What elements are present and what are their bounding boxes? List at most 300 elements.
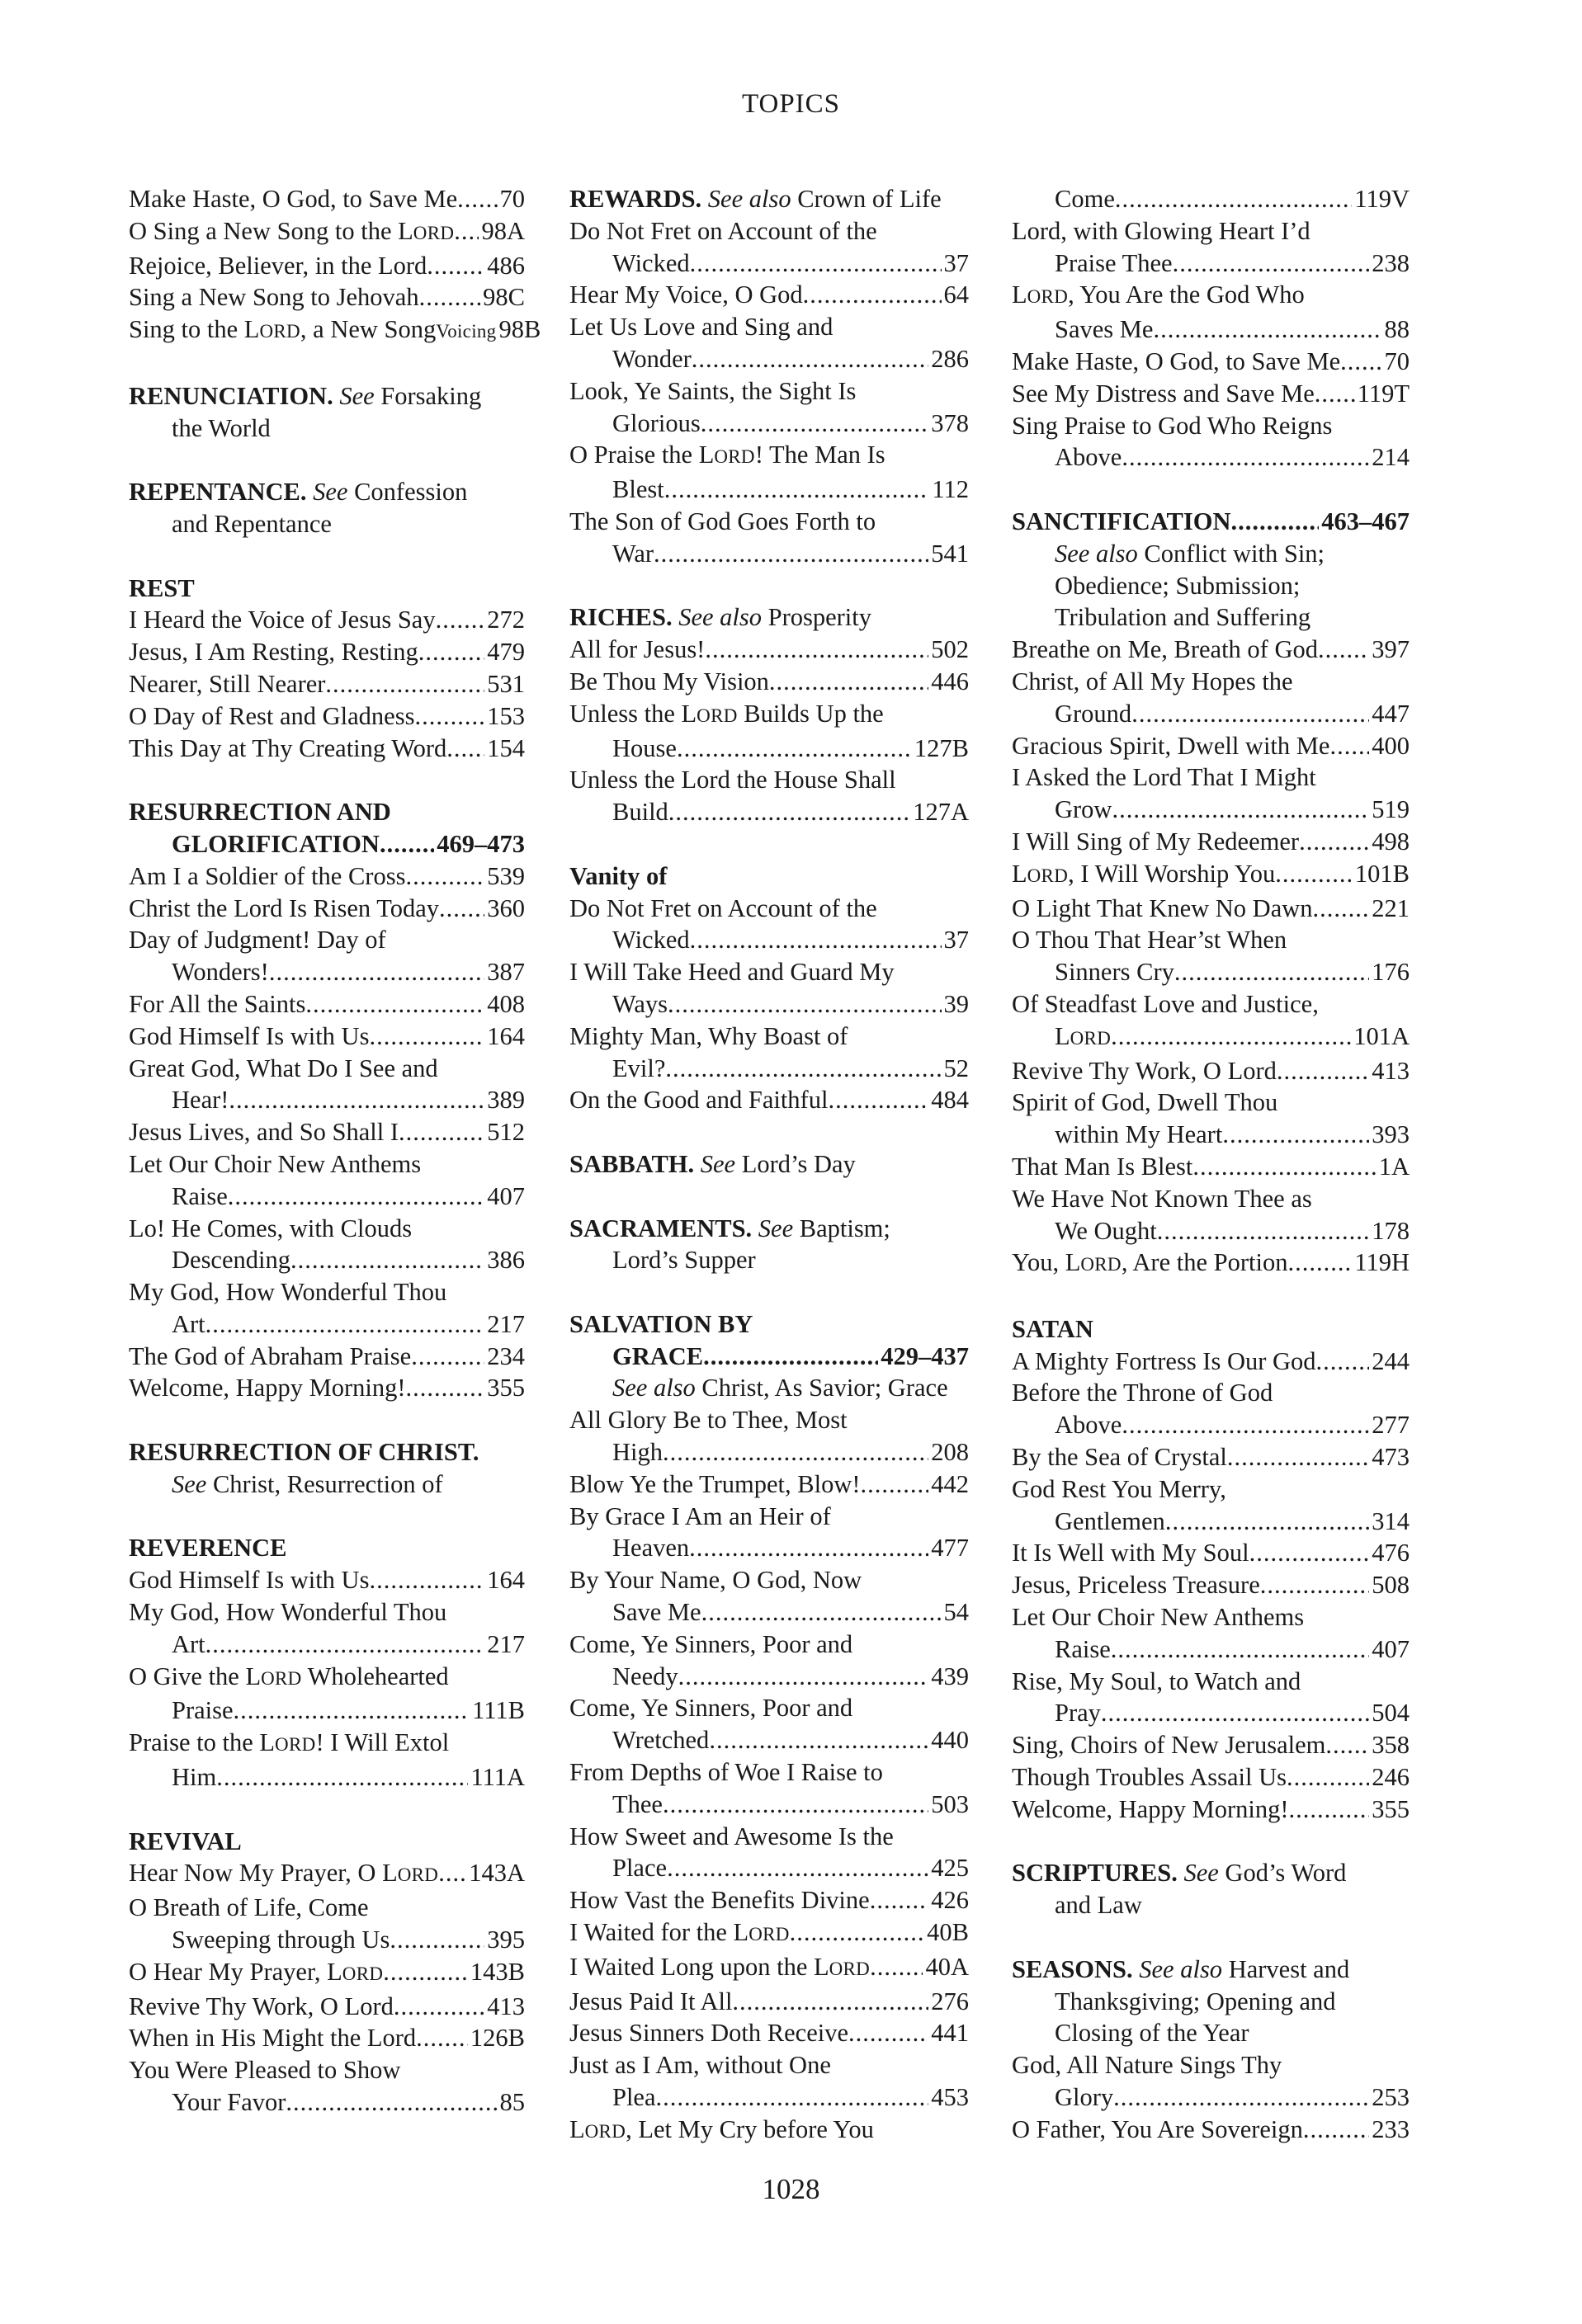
entry-line xyxy=(1012,441,1410,474)
hymn-number: 214 xyxy=(1372,443,1410,472)
hymn-number: 217 xyxy=(487,1309,525,1338)
see-label: See xyxy=(700,1149,736,1178)
hymn-number: 39 xyxy=(943,989,969,1018)
entry-title: Ground xyxy=(1055,699,1132,728)
entry-title: When in His Might the Lord xyxy=(129,2024,417,2053)
entry-line xyxy=(569,1532,969,1564)
entry-title: Sinners Cry xyxy=(1055,958,1174,987)
dot-leader xyxy=(803,279,942,311)
dot-leader xyxy=(701,1596,942,1629)
topic-section xyxy=(569,183,969,570)
see-label: See also xyxy=(1055,539,1138,568)
index-entry xyxy=(1012,215,1410,280)
entry-title: Wonders! xyxy=(172,958,269,987)
hymn-number: 127B xyxy=(914,733,969,762)
index-entry xyxy=(1012,1601,1410,1666)
dot-leader xyxy=(1260,1569,1370,1601)
entry-line xyxy=(129,1341,525,1373)
entry-line xyxy=(1012,1441,1410,1473)
see-target: Lord’s Supper xyxy=(612,1246,756,1275)
hymn-number: 541 xyxy=(931,539,969,568)
hymn-number: 98C xyxy=(483,283,525,312)
entry-title: High xyxy=(612,1438,663,1467)
heading-label: GLORIFICATION xyxy=(172,829,380,858)
entry-line xyxy=(1012,1761,1410,1794)
entry-title: Be Thou My Vision xyxy=(569,667,769,695)
entry-line: The Son of God Goes Forth to xyxy=(569,507,876,535)
hymn-number: 395 xyxy=(487,1926,525,1954)
entry-line: I Will Take Heed and Guard My xyxy=(569,958,895,987)
index-entry xyxy=(569,956,969,1021)
entry-title: Though Troubles Assail Us xyxy=(1012,1763,1287,1792)
hymn-number: 408 xyxy=(487,989,525,1018)
hymn-number: 119H xyxy=(1354,1248,1410,1277)
entry-title: War xyxy=(612,539,654,568)
dot-leader xyxy=(406,1372,485,1404)
hymn-number: 473 xyxy=(1372,1443,1410,1472)
index-entry xyxy=(129,636,525,668)
hymn-number: 1A xyxy=(1378,1152,1410,1181)
dot-leader xyxy=(405,860,484,893)
entry-line xyxy=(129,1308,525,1341)
hymn-number: 447 xyxy=(1372,699,1410,728)
page-number: 1028 xyxy=(762,2173,820,2205)
dot-leader xyxy=(1289,1794,1370,1826)
hymn-number: 277 xyxy=(1372,1411,1410,1440)
entry-line xyxy=(569,1789,969,1821)
see-label: See also xyxy=(707,185,791,213)
hymn-number: 442 xyxy=(931,1469,969,1498)
entry-title: Revive Thy Work, O Lord xyxy=(1012,1056,1277,1085)
heading-label: REST xyxy=(129,573,195,602)
entry-line: O Thou That Hear’st When xyxy=(1012,926,1287,955)
entry-line: By Grace I Am an Heir of xyxy=(569,1501,831,1530)
index-entry xyxy=(1012,1537,1410,1569)
entry-title: Your Favor xyxy=(172,2088,286,2117)
dot-leader xyxy=(1174,956,1369,988)
entry-line xyxy=(129,1761,525,1794)
topic-heading xyxy=(129,1826,525,1858)
entry-line xyxy=(569,1852,969,1884)
entry-line xyxy=(129,313,541,348)
topic-section xyxy=(129,1436,525,1501)
dot-leader xyxy=(414,700,484,733)
hymn-number: 453 xyxy=(931,2083,969,2112)
hymn-number: 393 xyxy=(1372,1120,1410,1149)
dot-leader xyxy=(705,634,928,666)
heading-line xyxy=(1012,570,1410,602)
see-label: See xyxy=(313,478,348,507)
small-caps: ORD xyxy=(413,222,455,243)
small-caps: Voicing xyxy=(436,321,497,342)
entry-line xyxy=(1012,1569,1410,1601)
heading-label: REVIVAL xyxy=(129,1827,242,1855)
hymn-number: 397 xyxy=(1372,635,1410,664)
entry-line: Let Our Choir New Anthems xyxy=(1012,1603,1305,1632)
heading-label: SCRIPTURES. xyxy=(1012,1859,1178,1888)
hymn-number: 70 xyxy=(1384,346,1410,375)
heading-line xyxy=(129,573,525,605)
index-entry xyxy=(129,1991,525,2023)
small-caps: ORD xyxy=(584,2120,626,2142)
entry-title: Am I a Soldier of the Cross xyxy=(129,861,406,890)
dot-leader xyxy=(1112,794,1369,826)
dot-leader xyxy=(205,1308,485,1341)
entry-title: Praise xyxy=(172,1696,234,1725)
heading-label: REPENTANCE. xyxy=(129,478,307,507)
dot-leader xyxy=(411,1341,484,1373)
entry-line: Mighty Man, Why Boast of xyxy=(569,1021,848,1050)
hymn-number: 98A xyxy=(481,216,525,245)
see-label: See xyxy=(339,381,375,410)
entry-line xyxy=(1012,1409,1410,1441)
entry-line: My God, How Wonderful Thou xyxy=(129,1598,447,1627)
entry-line xyxy=(129,1695,525,1727)
index-entry xyxy=(129,1857,525,1892)
dot-leader xyxy=(205,1629,485,1661)
see-target: Obedience; Submission; xyxy=(1055,571,1301,600)
index-entry xyxy=(129,1564,525,1596)
index-entry xyxy=(129,1341,525,1373)
hymn-number: 441 xyxy=(931,2019,969,2048)
entry-line: O Praise the LORD! The Man Is xyxy=(569,441,885,469)
index-entry xyxy=(129,1053,525,1117)
heading-line xyxy=(129,1436,525,1468)
index-entry xyxy=(1012,1055,1410,1087)
entry-title: Sweeping through Us xyxy=(172,1926,390,1954)
entry-line: Just as I Am, without One xyxy=(569,2051,831,2080)
entry-line xyxy=(1012,730,1410,762)
hymn-number: 233 xyxy=(1372,2114,1410,2143)
index-entry xyxy=(129,1372,525,1404)
dot-leader xyxy=(390,1924,484,1956)
heading-line xyxy=(1012,1313,1410,1346)
entry-title: Revive Thy Work, O Lord xyxy=(129,1992,394,2020)
entry-line xyxy=(569,634,969,666)
heading-label: RESURRECTION OF CHRIST. xyxy=(129,1438,479,1467)
index-entry xyxy=(569,1468,969,1501)
entry-line xyxy=(1012,2081,1410,2114)
entry-line xyxy=(569,1884,969,1916)
entry-title: Wicked xyxy=(612,926,690,955)
hymn-number: 143B xyxy=(470,1957,525,1986)
dot-leader xyxy=(769,666,928,698)
topic-heading xyxy=(129,573,525,605)
topic-heading xyxy=(129,1436,525,1501)
entry-line xyxy=(129,1021,525,1053)
hymn-number: 272 xyxy=(487,606,525,634)
small-caps: ORD xyxy=(1070,1027,1112,1049)
entry-title: Sing to the LORD, a New SongVoicing xyxy=(129,315,497,344)
hymn-number: 217 xyxy=(487,1629,525,1658)
entry-title: Wretched xyxy=(612,1726,710,1755)
heading-line xyxy=(129,1532,525,1564)
hymn-number: 119T xyxy=(1357,379,1410,408)
hymn-number: 426 xyxy=(931,1886,969,1915)
index-entry xyxy=(1012,183,1410,215)
entry-line: God, All Nature Sings Thy xyxy=(1012,2051,1282,2080)
dot-leader xyxy=(439,893,484,925)
hymn-range: 429–437 xyxy=(881,1341,969,1370)
index-entry xyxy=(1012,730,1410,762)
entry-line: Day of Judgment! Day of xyxy=(129,926,386,955)
index-entry xyxy=(569,2049,969,2114)
see-target: and Repentance xyxy=(172,509,332,538)
entry-title: I Heard the Voice of Jesus Say xyxy=(129,606,436,634)
index-entry xyxy=(129,1021,525,1053)
topic-section xyxy=(1012,1313,1410,1826)
heading-label: GRACE xyxy=(612,1341,704,1370)
index-column-2 xyxy=(569,183,969,2148)
entry-line xyxy=(129,1564,525,1596)
entry-line xyxy=(129,215,525,250)
index-entry xyxy=(569,1951,969,1986)
entry-line xyxy=(569,1596,969,1629)
dot-leader xyxy=(1192,1151,1376,1183)
index-entry xyxy=(1012,1729,1410,1761)
index-entry xyxy=(569,1501,969,1565)
index-entry xyxy=(129,2022,525,2054)
dot-leader xyxy=(1165,1506,1369,1538)
entry-line xyxy=(1012,2114,1410,2146)
entry-title: O Father, You Are Sovereign xyxy=(1012,2114,1303,2143)
index-entry xyxy=(1012,1794,1410,1826)
entry-title: God Himself Is with Us xyxy=(129,1566,370,1595)
entry-line: My God, How Wonderful Thou xyxy=(129,1278,447,1307)
index-entry xyxy=(1012,1183,1410,1247)
dot-leader xyxy=(790,1916,925,1951)
entry-line: O Give the LORD Wholehearted xyxy=(129,1662,449,1690)
entry-title: Welcome, Happy Morning! xyxy=(1012,1794,1289,1823)
dot-leader xyxy=(1101,1697,1369,1729)
heading-line xyxy=(569,1372,969,1404)
index-entry xyxy=(1012,988,1410,1055)
dot-leader xyxy=(290,1244,484,1276)
hymn-number: 446 xyxy=(931,667,969,695)
see-label: See also xyxy=(1139,1954,1223,1983)
see-target: Thanksgiving; Opening and xyxy=(1055,1987,1336,2015)
topic-heading xyxy=(129,796,525,860)
entry-line xyxy=(569,796,969,828)
index-entry xyxy=(569,1986,969,2018)
small-caps: ORD xyxy=(397,1864,439,1886)
heading-line xyxy=(569,1308,969,1341)
dot-leader xyxy=(305,988,484,1021)
entry-line xyxy=(129,733,525,765)
topic-section xyxy=(569,1308,969,2148)
dot-leader xyxy=(1340,346,1381,378)
hymn-number: 244 xyxy=(1372,1346,1410,1375)
hymn-number: 221 xyxy=(1372,893,1410,922)
dot-leader xyxy=(1222,1119,1369,1151)
see-target: Prosperity xyxy=(762,603,872,632)
topic-heading xyxy=(1012,1313,1410,1346)
topic-heading xyxy=(569,183,969,215)
hymn-number: 154 xyxy=(487,733,525,762)
see-target: Tribulation and Suffering xyxy=(1055,603,1311,632)
entry-line xyxy=(1012,1537,1410,1569)
hymn-number: 234 xyxy=(487,1341,525,1370)
entry-line xyxy=(1012,956,1410,988)
hymn-number: 127A xyxy=(913,798,969,827)
small-caps: ORD xyxy=(829,1958,871,1979)
entry-line xyxy=(569,1436,969,1468)
topic-section xyxy=(1012,506,1410,1281)
heading-label: SANCTIFICATION xyxy=(1012,507,1231,535)
see-target: Crown of Life xyxy=(791,185,942,213)
entry-line xyxy=(1012,893,1410,925)
dot-leader xyxy=(870,1884,929,1916)
hymn-number: 246 xyxy=(1372,1763,1410,1792)
entry-line xyxy=(1012,346,1410,378)
topic-section xyxy=(129,476,525,540)
entry-title: Rejoice, Believer, in the Lord xyxy=(129,251,427,280)
entry-title: All for Jesus! xyxy=(569,635,706,664)
index-entry xyxy=(569,311,969,375)
entry-title: Glory xyxy=(1055,2083,1114,2112)
entry-line xyxy=(129,281,525,313)
entry-line xyxy=(129,1084,525,1116)
entry-line xyxy=(129,956,525,988)
entry-title: House xyxy=(612,733,677,762)
see-target: and Law xyxy=(1055,1891,1142,1920)
topic-section xyxy=(1012,1857,1410,1921)
entry-line xyxy=(129,700,525,733)
topic-heading xyxy=(569,860,969,893)
entry-line: Do Not Fret on Account of the xyxy=(569,216,877,245)
dot-leader xyxy=(369,1564,484,1596)
hymn-number: 508 xyxy=(1372,1571,1410,1600)
dot-leader xyxy=(1227,1441,1369,1473)
hymn-number: 111B xyxy=(472,1696,525,1725)
entry-line xyxy=(1012,1151,1410,1183)
heading-line xyxy=(1012,1986,1410,2018)
small-caps: ORD xyxy=(1027,865,1069,886)
topic-section xyxy=(129,796,525,1404)
see-target: Forsaking xyxy=(374,381,482,410)
dot-leader xyxy=(663,1436,928,1468)
index-entry xyxy=(569,215,969,280)
hymn-number: 355 xyxy=(1372,1794,1410,1823)
dot-leader xyxy=(732,1986,928,2018)
entry-title: For All the Saints xyxy=(129,989,306,1018)
entry-title: Gentlemen xyxy=(1055,1506,1165,1535)
index-column-1 xyxy=(129,183,541,2119)
entry-title: This Day at Thy Creating Word xyxy=(129,733,447,762)
entry-title: I Waited for the LORD xyxy=(569,1918,790,1947)
entry-line xyxy=(129,183,525,215)
entry-title: Jesus Sinners Doth Receive xyxy=(569,2019,848,2048)
entry-title: Hear Now My Prayer, O LORD xyxy=(129,1859,439,1888)
index-entry xyxy=(569,698,969,765)
index-entry xyxy=(1012,858,1410,893)
heading-line xyxy=(1012,538,1410,570)
dot-leader xyxy=(269,956,484,988)
hymn-number: 413 xyxy=(1372,1056,1410,1085)
dot-leader xyxy=(399,1116,484,1148)
index-entry xyxy=(569,1692,969,1756)
entry-line xyxy=(1012,794,1410,826)
entry-line: You Were Pleased to Show xyxy=(129,2056,401,2085)
dot-leader xyxy=(427,250,484,282)
entry-line xyxy=(569,1084,969,1116)
index-entry xyxy=(569,1884,969,1916)
entry-line xyxy=(1012,858,1410,893)
entry-title: Build xyxy=(612,798,668,827)
heading-line xyxy=(569,1213,969,1245)
entry-title: Raise xyxy=(1055,1634,1111,1663)
entry-line xyxy=(569,247,969,280)
entry-line xyxy=(129,893,525,925)
index-entry xyxy=(129,1116,525,1148)
dot-leader xyxy=(689,1532,928,1564)
hymn-number: 111A xyxy=(470,1763,525,1792)
dot-leader xyxy=(668,988,941,1021)
heading-line xyxy=(1012,2017,1410,2049)
hymn-number: 286 xyxy=(931,344,969,373)
entry-title: Jesus Lives, and So Shall I xyxy=(129,1118,399,1147)
entry-title: Glorious xyxy=(612,408,701,437)
topic-section xyxy=(129,573,525,765)
see-target: the World xyxy=(172,413,271,442)
entry-line xyxy=(1012,378,1410,410)
hymn-number: 98B xyxy=(498,315,541,344)
topic-section xyxy=(129,380,525,445)
dot-leader xyxy=(701,408,929,440)
entry-line: Christ, of All My Hopes the xyxy=(1012,667,1293,695)
entry-line xyxy=(129,2086,525,2119)
entry-line: O Breath of Life, Come xyxy=(129,1893,369,1922)
entry-line: Of Steadfast Love and Justice, xyxy=(1012,989,1319,1018)
topic-section xyxy=(1012,183,1410,474)
entry-line xyxy=(1012,634,1410,666)
entry-title: Praise Thee xyxy=(1055,248,1173,277)
entry-title: We Ought xyxy=(1055,1216,1157,1245)
hymn-number: 52 xyxy=(943,1054,969,1082)
index-entry xyxy=(1012,634,1410,666)
entry-title: Hear My Voice, O God xyxy=(569,280,803,309)
index-entry xyxy=(129,2054,525,2119)
dot-leader xyxy=(1115,183,1352,215)
index-entry xyxy=(569,893,969,957)
entry-title: The God of Abraham Praise xyxy=(129,1341,412,1370)
index-entry xyxy=(129,1276,525,1341)
hymn-number: 276 xyxy=(931,1987,969,2015)
entry-line: Praise to the LORD! I Will Extol xyxy=(129,1728,450,1757)
index-entry xyxy=(129,313,541,348)
entry-title: Thee xyxy=(612,1789,663,1818)
hymn-number: 440 xyxy=(931,1726,969,1755)
hymn-number: 486 xyxy=(487,251,525,280)
entry-title: O Sing a New Song to the LORD xyxy=(129,216,455,245)
entry-title: Above xyxy=(1055,443,1122,472)
entry-line xyxy=(1012,1021,1410,1055)
entry-line xyxy=(569,2081,969,2114)
entry-line: Come, Ye Sinners, Poor and xyxy=(569,1694,853,1723)
entry-title: Jesus, I Am Resting, Resting xyxy=(129,638,418,667)
heading-line xyxy=(569,601,969,634)
entry-line xyxy=(129,668,525,700)
entry-line xyxy=(569,1916,969,1951)
index-entry xyxy=(129,183,525,215)
entry-line xyxy=(1012,1119,1410,1151)
see-target: God’s Word xyxy=(1218,1859,1347,1888)
entry-title: Art xyxy=(172,1629,205,1658)
topic-heading xyxy=(1012,506,1410,634)
heading-line xyxy=(569,183,969,215)
index-entry xyxy=(1012,893,1410,925)
entry-title: Blow Ye the Trumpet, Blow! xyxy=(569,1469,861,1498)
